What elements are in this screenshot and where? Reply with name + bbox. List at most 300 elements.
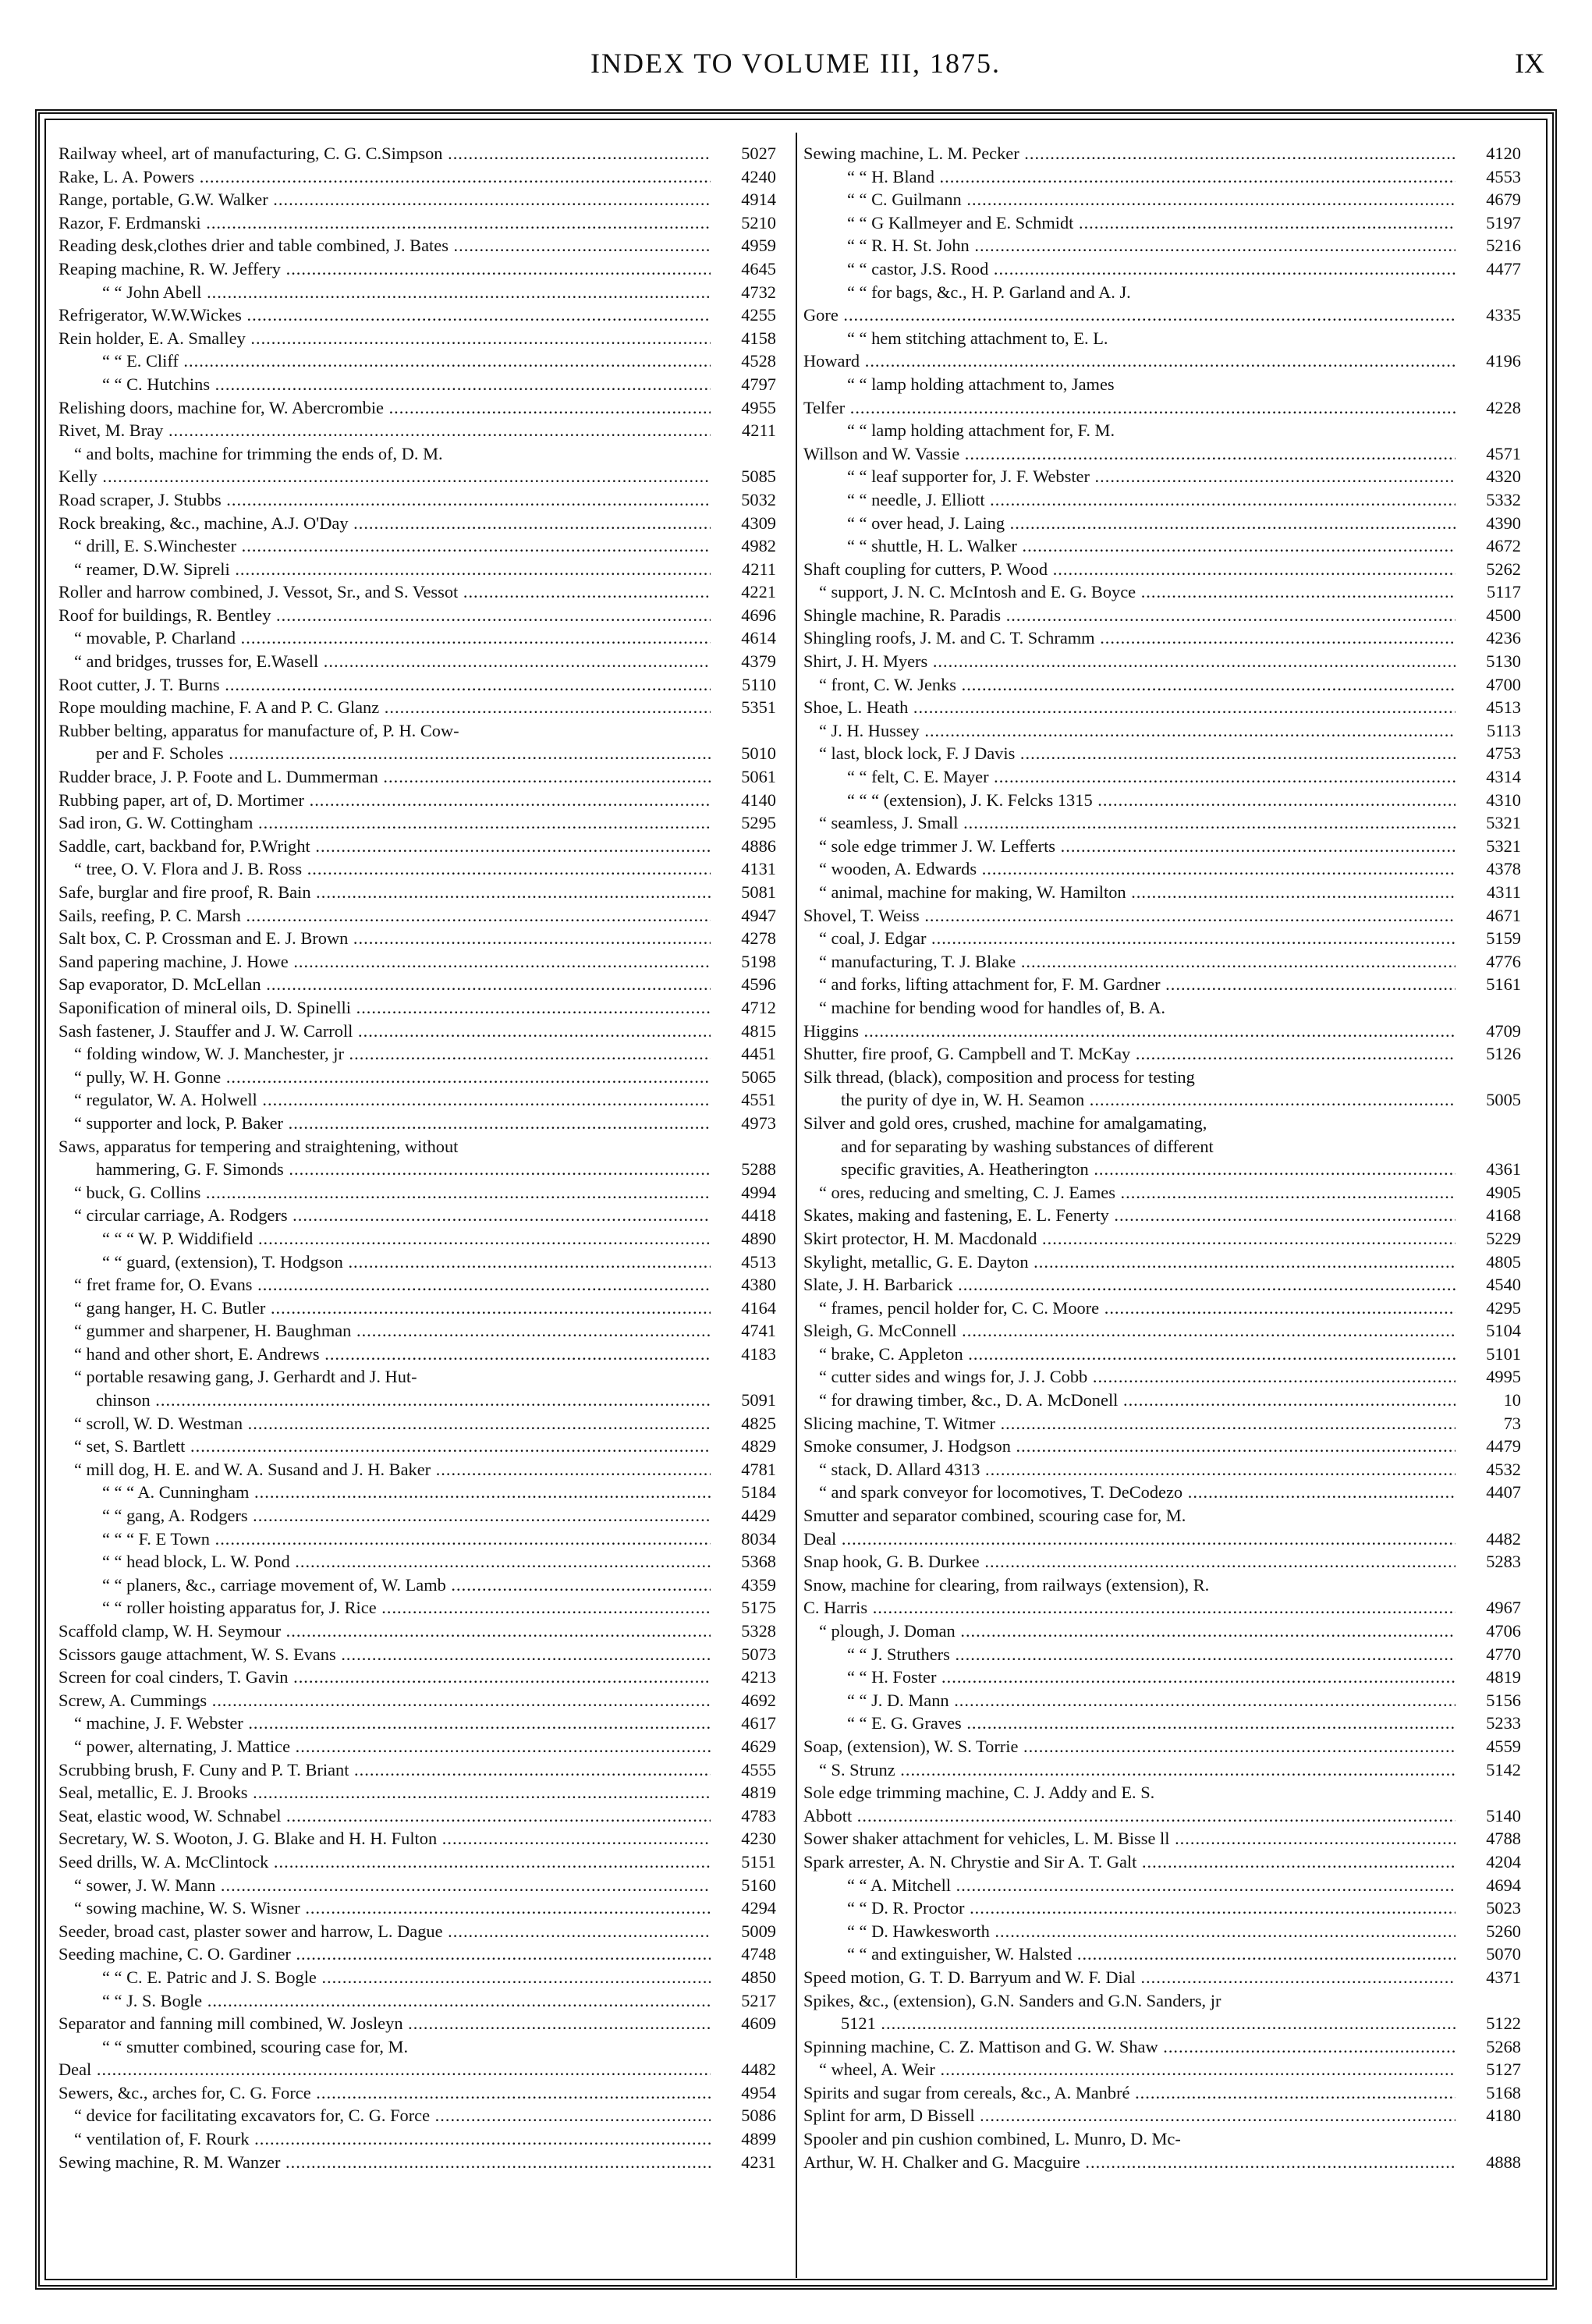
index-entry bbox=[59, 1158, 776, 1181]
entry-number: 4959 bbox=[711, 234, 776, 257]
entry-number: 4311 bbox=[1455, 881, 1521, 904]
entry-number: 5161 bbox=[1455, 973, 1521, 996]
index-entry bbox=[59, 1066, 776, 1089]
entry-number: 4712 bbox=[711, 996, 776, 1020]
index-entry bbox=[59, 2012, 776, 2035]
index-entry bbox=[59, 142, 776, 165]
index-entry bbox=[803, 2151, 1521, 2174]
entry-text: Roller and harrow combined, J. Vessot, Sr., and S. Vessot ..... bbox=[59, 580, 776, 604]
entry-text: Rivet, M. Bray ..... bbox=[59, 419, 776, 442]
index-entry bbox=[803, 1319, 1521, 1343]
index-entry bbox=[803, 1966, 1521, 1989]
entry-text: Shovel, T. Weiss ..... bbox=[803, 904, 1521, 928]
entry-text: Seat, elastic wood, W. Schnabel ..... bbox=[59, 1804, 776, 1828]
entry-number: 4890 bbox=[711, 1227, 776, 1251]
entry-text: Saws, apparatus for tempering and straightening, without bbox=[59, 1136, 459, 1156]
entry-number: 4781 bbox=[711, 1458, 776, 1481]
index-entry bbox=[59, 2151, 776, 2174]
index-entry bbox=[59, 1204, 776, 1227]
index-entry bbox=[803, 973, 1521, 996]
entry-number: 4361 bbox=[1455, 1158, 1521, 1181]
entry-number: 4407 bbox=[1455, 1481, 1521, 1504]
entry-number: 5156 bbox=[1455, 1689, 1521, 1712]
entry-number: 5065 bbox=[711, 1066, 776, 1089]
index-entry bbox=[59, 1527, 776, 1551]
entry-text: “ “ castor, J.S. Rood ..... bbox=[847, 257, 1521, 281]
entry-number: 4555 bbox=[711, 1758, 776, 1782]
index-entry bbox=[59, 1712, 776, 1735]
entry-number: 4829 bbox=[711, 1435, 776, 1458]
entry-number: 5127 bbox=[1455, 2058, 1521, 2081]
entry-text: Soap, (extension), W. S. Torrie ..... bbox=[803, 1735, 1521, 1758]
entry-number: 4700 bbox=[1455, 673, 1521, 697]
entry-text: “ and forks, lifting attachment for, F. M. Gardner ..... bbox=[819, 973, 1521, 996]
index-entry bbox=[803, 950, 1521, 974]
index-entry bbox=[59, 257, 776, 281]
index-entry bbox=[59, 765, 776, 789]
entry-text: Shaft coupling for cutters, P. Wood ..... bbox=[803, 558, 1521, 581]
entry-number: 5184 bbox=[711, 1481, 776, 1504]
entry-text: Snap hook, G. B. Durkee ..... bbox=[803, 1550, 1521, 1574]
entry-number: 5321 bbox=[1455, 835, 1521, 858]
entry-text: “ brake, C. Appleton ..... bbox=[819, 1343, 1521, 1366]
entry-text: Skates, making and fastening, E. L. Fenerty ..... bbox=[803, 1204, 1521, 1227]
index-entry bbox=[59, 1504, 776, 1527]
index-entry bbox=[59, 1227, 776, 1251]
index-entry bbox=[59, 1804, 776, 1828]
entry-number: 4236 bbox=[1455, 626, 1521, 650]
index-entry bbox=[803, 1112, 1521, 1135]
entry-number: 5268 bbox=[1455, 2035, 1521, 2059]
index-entry bbox=[803, 1850, 1521, 1874]
entry-number: 4982 bbox=[711, 534, 776, 558]
index-entry bbox=[803, 327, 1521, 350]
entry-text: Rope moulding machine, F. A and P. C. Glanz ..... bbox=[59, 696, 776, 719]
entry-text: “ front, C. W. Jenks ..... bbox=[819, 673, 1521, 697]
entry-number: 4819 bbox=[1455, 1666, 1521, 1689]
entry-text: Silk thread, (black), composition and process for testing bbox=[803, 1066, 1195, 1087]
entry-number: 5262 bbox=[1455, 558, 1521, 581]
entry-number: 4500 bbox=[1455, 604, 1521, 627]
entry-text: Root cutter, J. T. Burns ..... bbox=[59, 673, 776, 697]
entry-number: 4551 bbox=[711, 1088, 776, 1112]
index-entry bbox=[59, 419, 776, 442]
entry-text: Seeder, broad cast, plaster sower and harrow, L. Dague ..... bbox=[59, 1920, 776, 1943]
entry-number: 4477 bbox=[1455, 257, 1521, 281]
entry-number: 4954 bbox=[711, 2081, 776, 2105]
index-entry bbox=[803, 881, 1521, 904]
index-entry bbox=[803, 1204, 1521, 1227]
entry-number: 4955 bbox=[711, 396, 776, 420]
entry-number: 4378 bbox=[1455, 857, 1521, 881]
entry-number: 5122 bbox=[1455, 2012, 1521, 2035]
index-entry bbox=[803, 811, 1521, 835]
entry-text: Sand papering machine, J. Howe ..... bbox=[59, 950, 776, 974]
index-entry bbox=[59, 303, 776, 327]
entry-text: Smutter and separator combined, scouring case for, M. bbox=[803, 1506, 1186, 1526]
index-entry bbox=[803, 1297, 1521, 1320]
entry-text: “ support, J. N. C. McIntosh and E. G. Boyce ..... bbox=[819, 580, 1521, 604]
entry-text: Higgins ..... bbox=[803, 1020, 1521, 1043]
entry-text: “ “ lamp holding attachment to, James bbox=[847, 374, 1115, 394]
entry-text: “ buck, G. Collins ..... bbox=[74, 1181, 776, 1205]
entry-text: Sower shaker attachment for vehicles, L. M. Bisse ll ..... bbox=[803, 1827, 1521, 1850]
index-entry bbox=[803, 1620, 1521, 1643]
index-entry bbox=[803, 927, 1521, 950]
entry-text: “ “ J. D. Mann ..... bbox=[847, 1689, 1521, 1712]
entry-number: 4294 bbox=[711, 1896, 776, 1920]
index-entry bbox=[803, 165, 1521, 189]
entry-text: “ “ C. Guilmann ..... bbox=[847, 188, 1521, 211]
entry-text: “ “ for bags, &c., H. P. Garland and A. J. bbox=[847, 282, 1131, 302]
entry-text: Saponification of mineral oils, D. Spinelli ..... bbox=[59, 996, 776, 1020]
index-entry bbox=[803, 580, 1521, 604]
index-entry bbox=[803, 857, 1521, 881]
index-entry bbox=[803, 604, 1521, 627]
index-entry bbox=[803, 488, 1521, 512]
index-entry bbox=[803, 1227, 1521, 1251]
entry-text: the purity of dye in, W. H. Seamon ..... bbox=[841, 1088, 1521, 1112]
index-entry bbox=[803, 211, 1521, 235]
entry-text: Speed motion, G. T. D. Barryum and W. F. Dial ..... bbox=[803, 1966, 1521, 1989]
entry-number: 4973 bbox=[711, 1112, 776, 1135]
entry-number: 4748 bbox=[711, 1943, 776, 1966]
entry-text: “ “ shuttle, H. L. Walker ..... bbox=[847, 534, 1521, 558]
index-entry bbox=[59, 1758, 776, 1782]
entry-number: 4309 bbox=[711, 512, 776, 535]
entry-text: Skirt protector, H. M. Macdonald ..... bbox=[803, 1227, 1521, 1251]
index-entry bbox=[803, 1735, 1521, 1758]
entry-text: chinson ..... bbox=[96, 1389, 776, 1412]
entry-number: 4211 bbox=[711, 558, 776, 581]
entry-text: Railway wheel, art of manufacturing, C. G. C.Simpson ..... bbox=[59, 142, 776, 165]
entry-text: Rock breaking, &c., machine, A.J. O'Day ..... bbox=[59, 512, 776, 535]
entry-number: 4513 bbox=[1455, 696, 1521, 719]
entry-text: Rein holder, E. A. Smalley ..... bbox=[59, 327, 776, 350]
entry-number: 4825 bbox=[711, 1412, 776, 1435]
entry-number: 5070 bbox=[1455, 1943, 1521, 1966]
entry-number: 5086 bbox=[711, 2104, 776, 2127]
index-entry bbox=[59, 1550, 776, 1574]
index-entry bbox=[59, 719, 776, 743]
index-entry bbox=[803, 2058, 1521, 2081]
index-entry bbox=[59, 1689, 776, 1712]
entry-number: 4614 bbox=[711, 626, 776, 650]
index-entry bbox=[59, 1481, 776, 1504]
entry-text: “ device for facilitating excavators for, C. G. Force ..... bbox=[74, 2104, 776, 2127]
index-entry bbox=[59, 211, 776, 235]
index-entry bbox=[59, 742, 776, 765]
entry-text: Sole edge trimming machine, C. J. Addy and E. S. bbox=[803, 1783, 1155, 1803]
index-entry bbox=[803, 1827, 1521, 1850]
index-entry bbox=[803, 1527, 1521, 1551]
entry-number: 4899 bbox=[711, 2127, 776, 2151]
entry-number: 5091 bbox=[711, 1389, 776, 1412]
entry-number: 4180 bbox=[1455, 2104, 1521, 2127]
entry-text: “ seamless, J. Small ..... bbox=[819, 811, 1521, 835]
entry-text: “ drill, E. S.Winchester ..... bbox=[74, 534, 776, 558]
index-entry bbox=[803, 2012, 1521, 2035]
index-entry bbox=[59, 1181, 776, 1205]
entry-text: Reading desk,clothes drier and table combined, J. Bates ..... bbox=[59, 234, 776, 257]
entry-text: Screw, A. Cummings ..... bbox=[59, 1689, 776, 1712]
index-entry bbox=[59, 2081, 776, 2105]
entry-text: “ movable, P. Charland ..... bbox=[74, 626, 776, 650]
entry-text: “ gang hanger, H. C. Butler ..... bbox=[74, 1297, 776, 1320]
entry-number: 5130 bbox=[1455, 650, 1521, 673]
entry-text: “ “ G Kallmeyer and E. Schmidt ..... bbox=[847, 211, 1521, 235]
entry-text: “ sole edge trimmer J. W. Lefferts ..... bbox=[819, 835, 1521, 858]
entry-number: 5233 bbox=[1455, 1712, 1521, 1735]
entry-number: 4815 bbox=[711, 1020, 776, 1043]
entry-number: 4513 bbox=[711, 1251, 776, 1274]
index-entry bbox=[59, 512, 776, 535]
index-entry bbox=[59, 650, 776, 673]
entry-number: 4131 bbox=[711, 857, 776, 881]
index-entry bbox=[59, 1042, 776, 1066]
entry-text: Shoe, L. Heath ..... bbox=[803, 696, 1521, 719]
entry-text: “ wheel, A. Weir ..... bbox=[819, 2058, 1521, 2081]
index-entry bbox=[59, 1458, 776, 1481]
entry-number: 4559 bbox=[1455, 1735, 1521, 1758]
index-entry bbox=[803, 650, 1521, 673]
index-entry bbox=[59, 2058, 776, 2081]
index-entry bbox=[803, 904, 1521, 928]
entry-text: “ power, alternating, J. Mattice ..... bbox=[74, 1735, 776, 1758]
entry-text: Sewing machine, R. M. Wanzer ..... bbox=[59, 2151, 776, 2174]
index-entry bbox=[59, 857, 776, 881]
entry-text: Howard ..... bbox=[803, 349, 1521, 373]
index-entry bbox=[803, 2127, 1521, 2151]
entry-text: C. Harris ..... bbox=[803, 1596, 1521, 1620]
index-entry bbox=[59, 811, 776, 835]
index-entry bbox=[59, 1966, 776, 1989]
index-entry bbox=[59, 1135, 776, 1158]
index-entry bbox=[803, 719, 1521, 743]
index-entry bbox=[803, 1020, 1521, 1043]
entry-number: 5368 bbox=[711, 1550, 776, 1574]
entry-text: “ plough, J. Doman ..... bbox=[819, 1620, 1521, 1643]
entry-number: 4482 bbox=[1455, 1527, 1521, 1551]
index-entry bbox=[803, 1412, 1521, 1435]
entry-number: 4120 bbox=[1455, 142, 1521, 165]
entry-number: 5197 bbox=[1455, 211, 1521, 235]
entry-number: 4371 bbox=[1455, 1966, 1521, 1989]
index-entry bbox=[59, 950, 776, 974]
entry-text: specific gravities, A. Heatherington ..... bbox=[841, 1158, 1521, 1181]
entry-text: “ scroll, W. D. Westman ..... bbox=[74, 1412, 776, 1435]
entry-text: “ animal, machine for making, W. Hamilton ..... bbox=[819, 881, 1521, 904]
index-entry bbox=[59, 1620, 776, 1643]
entry-text: Deal ..... bbox=[803, 1527, 1521, 1551]
entry-number: 4314 bbox=[1455, 765, 1521, 789]
entry-text: Scaffold clamp, W. H. Seymour ..... bbox=[59, 1620, 776, 1643]
index-entry bbox=[803, 512, 1521, 535]
index-entry bbox=[59, 881, 776, 904]
index-entry bbox=[59, 696, 776, 719]
index-entry bbox=[59, 465, 776, 488]
entry-number: 4482 bbox=[711, 2058, 776, 2081]
index-entry bbox=[59, 973, 776, 996]
entry-text: “ “ roller hoisting apparatus for, J. Rice ..... bbox=[102, 1596, 776, 1620]
entry-number: 4228 bbox=[1455, 396, 1521, 420]
entry-text: 5121 ..... bbox=[841, 2012, 1521, 2035]
index-entry bbox=[803, 789, 1521, 812]
entry-text: Snow, machine for clearing, from railways (extension), R. bbox=[803, 1574, 1210, 1595]
entry-text: Spirits and sugar from cereals, &c., A. Manbré ..... bbox=[803, 2081, 1521, 2105]
entry-text: “ “ A. Mitchell ..... bbox=[847, 1874, 1521, 1897]
entry-number: 5283 bbox=[1455, 1550, 1521, 1574]
entry-number: 4671 bbox=[1455, 904, 1521, 928]
index-entry bbox=[803, 1712, 1521, 1735]
entry-text: “ stack, D. Allard 4313 ..... bbox=[819, 1458, 1521, 1481]
entry-text: “ “ lamp holding attachment for, F. M. bbox=[847, 420, 1115, 441]
index-entry bbox=[803, 2081, 1521, 2105]
index-entry bbox=[59, 835, 776, 858]
entry-text: “ “ guard, (extension), T. Hodgson ..... bbox=[102, 1251, 776, 1274]
index-entry bbox=[803, 1481, 1521, 1504]
index-entry bbox=[59, 1989, 776, 2013]
index-entry bbox=[59, 188, 776, 211]
index-entry bbox=[803, 1896, 1521, 1920]
index-entry bbox=[59, 165, 776, 189]
entry-number: 5027 bbox=[711, 142, 776, 165]
entry-text: Roof for buildings, R. Bentley ..... bbox=[59, 604, 776, 627]
entry-text: Deal ..... bbox=[59, 2058, 776, 2081]
entry-text: “ “ felt, C. E. Mayer ..... bbox=[847, 765, 1521, 789]
entry-number: 4797 bbox=[711, 373, 776, 396]
index-entry bbox=[59, 488, 776, 512]
entry-number: 5151 bbox=[711, 1850, 776, 1874]
entry-text: Salt box, C. P. Crossman and E. J. Brown ..... bbox=[59, 927, 776, 950]
index-entry bbox=[803, 1943, 1521, 1966]
entry-number: 4692 bbox=[711, 1689, 776, 1712]
index-entry bbox=[803, 765, 1521, 789]
entry-number: 4783 bbox=[711, 1804, 776, 1828]
entry-text: Sap evaporator, D. McLellan ..... bbox=[59, 973, 776, 996]
entry-number: 4532 bbox=[1455, 1458, 1521, 1481]
index-entry bbox=[803, 626, 1521, 650]
index-entry bbox=[59, 1596, 776, 1620]
entry-text: “ portable resawing gang, J. Gerhardt and J. Hut- bbox=[74, 1367, 417, 1387]
index-entry bbox=[59, 927, 776, 950]
entry-number: 4278 bbox=[711, 927, 776, 950]
index-entry bbox=[59, 373, 776, 396]
entry-number: 4905 bbox=[1455, 1181, 1521, 1205]
entry-text: “ J. H. Hussey ..... bbox=[819, 719, 1521, 743]
entry-text: “ “ and extinguisher, W. Halsted ..... bbox=[847, 1943, 1521, 1966]
entry-text: Seal, metallic, E. J. Brooks ..... bbox=[59, 1781, 776, 1804]
entry-number: 5295 bbox=[711, 811, 776, 835]
entry-text: Spooler and pin cushion combined, L. Munro, D. Mc- bbox=[803, 2129, 1181, 2149]
entry-number: 4528 bbox=[711, 349, 776, 373]
index-entry bbox=[803, 1781, 1521, 1804]
entry-number: 4609 bbox=[711, 2012, 776, 2035]
index-entry bbox=[803, 1066, 1521, 1089]
entry-number: 4390 bbox=[1455, 512, 1521, 535]
entry-text: Abbott ..... bbox=[803, 1804, 1521, 1828]
entry-number: 5005 bbox=[1455, 1088, 1521, 1112]
entry-text: Kelly ..... bbox=[59, 465, 776, 488]
index-entry bbox=[803, 303, 1521, 327]
index-entry bbox=[59, 673, 776, 697]
entry-number: 4418 bbox=[711, 1204, 776, 1227]
entry-number: 5159 bbox=[1455, 927, 1521, 950]
entry-text: “ reamer, D.W. Sipreli ..... bbox=[74, 558, 776, 581]
entry-text: Sewers, &c., arches for, C. G. Force ..... bbox=[59, 2081, 776, 2105]
entry-text: Sewing machine, L. M. Pecker ..... bbox=[803, 142, 1521, 165]
entry-text: “ S. Strunz ..... bbox=[819, 1758, 1521, 1782]
entry-text: Seed drills, W. A. McClintock ..... bbox=[59, 1850, 776, 1874]
entry-text: Razor, F. Erdmanski ..... bbox=[59, 211, 776, 235]
index-entry bbox=[803, 2104, 1521, 2127]
index-entry bbox=[59, 396, 776, 420]
index-entry bbox=[803, 1088, 1521, 1112]
entry-number: 5009 bbox=[711, 1920, 776, 1943]
index-entry bbox=[803, 1435, 1521, 1458]
entry-text: “ “ “ F. E Town ..... bbox=[102, 1527, 776, 1551]
index-entry bbox=[803, 234, 1521, 257]
entry-text: Sleigh, G. McConnell ..... bbox=[803, 1319, 1521, 1343]
entry-number: 5032 bbox=[711, 488, 776, 512]
entry-text: Spinning machine, C. Z. Mattison and G. W. Shaw ..... bbox=[803, 2035, 1521, 2059]
index-entry bbox=[59, 2104, 776, 2127]
index-entry bbox=[59, 1643, 776, 1666]
index-entry bbox=[803, 1251, 1521, 1274]
index-entry bbox=[59, 234, 776, 257]
entry-number: 5117 bbox=[1455, 580, 1521, 604]
entry-number: 4295 bbox=[1455, 1297, 1521, 1320]
index-entry bbox=[803, 465, 1521, 488]
index-entry bbox=[59, 1365, 776, 1389]
index-entry bbox=[803, 1689, 1521, 1712]
entry-number: 4359 bbox=[711, 1574, 776, 1597]
index-entry bbox=[59, 1781, 776, 1804]
entry-text: “ ores, reducing and smelting, C. J. Eames ..... bbox=[819, 1181, 1521, 1205]
entry-text: “ fret frame for, O. Evans ..... bbox=[74, 1273, 776, 1297]
entry-number: 4221 bbox=[711, 580, 776, 604]
entry-number: 4596 bbox=[711, 973, 776, 996]
entry-text: Scissors gauge attachment, W. S. Evans ..... bbox=[59, 1643, 776, 1666]
entry-number: 4183 bbox=[711, 1343, 776, 1366]
index-entry bbox=[59, 1827, 776, 1850]
entry-number: 4617 bbox=[711, 1712, 776, 1735]
entry-text: Shutter, fire proof, G. Campbell and T. McKay ..... bbox=[803, 1042, 1521, 1066]
entry-number: 4140 bbox=[711, 789, 776, 812]
index-entry bbox=[803, 534, 1521, 558]
index-entry bbox=[59, 1574, 776, 1597]
entry-number: 4204 bbox=[1455, 1850, 1521, 1874]
entry-number: 4231 bbox=[711, 2151, 776, 2174]
entry-text: hammering, G. F. Simonds ..... bbox=[96, 1158, 776, 1181]
index-entry bbox=[803, 1758, 1521, 1782]
entry-number: 4540 bbox=[1455, 1273, 1521, 1297]
index-entry bbox=[59, 1251, 776, 1274]
entry-number: 5110 bbox=[711, 673, 776, 697]
entry-number: 4994 bbox=[711, 1181, 776, 1205]
entry-number: 4709 bbox=[1455, 1020, 1521, 1043]
entry-number: 4168 bbox=[1455, 1204, 1521, 1227]
entry-number: 4706 bbox=[1455, 1620, 1521, 1643]
index-entry bbox=[59, 604, 776, 627]
entry-number: 5229 bbox=[1455, 1227, 1521, 1251]
entry-text: Silver and gold ores, crushed, machine for amalgamating, bbox=[803, 1112, 1207, 1133]
entry-text: “ set, S. Bartlett ..... bbox=[74, 1435, 776, 1458]
entry-text: Screen for coal cinders, T. Gavin ..... bbox=[59, 1666, 776, 1689]
entry-number: 4645 bbox=[711, 257, 776, 281]
entry-number: 5081 bbox=[711, 881, 776, 904]
entry-text: “ folding window, W. J. Manchester, jr ..... bbox=[74, 1042, 776, 1066]
